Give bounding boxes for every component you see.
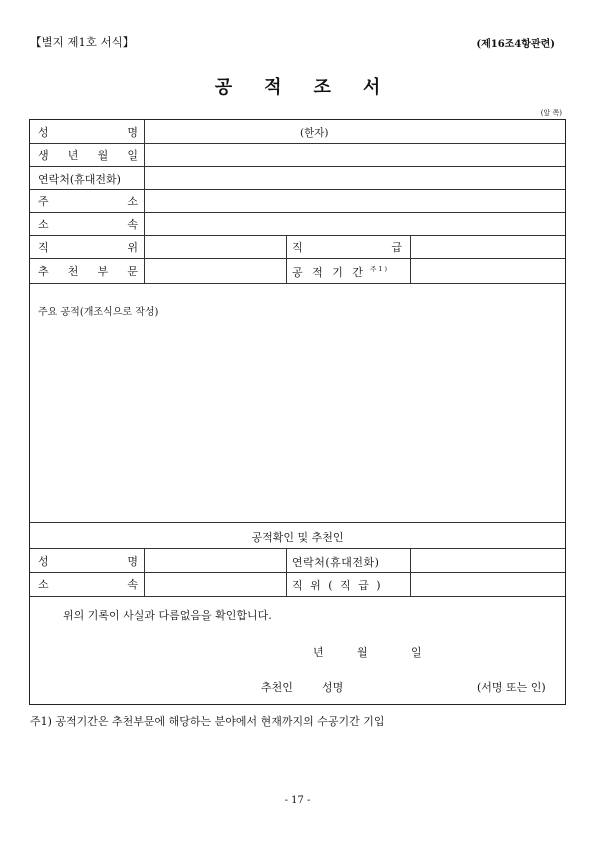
rec-phone-field[interactable] xyxy=(412,549,564,571)
rec-position-field[interactable] xyxy=(412,573,564,595)
phone-label: 연락처(휴대전화) xyxy=(38,173,121,186)
recommend-dept-field[interactable] xyxy=(146,259,285,282)
form-number-label: 【별지 제1호 서식】 xyxy=(30,35,135,49)
rec-name-field[interactable] xyxy=(146,549,285,571)
address-label: 주 소 xyxy=(38,195,138,208)
rec-affiliation-label: 소 속 xyxy=(38,578,138,591)
recommend-dept-label: 추 천 부 문 xyxy=(38,265,138,278)
recommender-name-label: 성명 xyxy=(322,681,344,694)
merit-period-field[interactable] xyxy=(412,259,564,282)
address-field[interactable] xyxy=(146,190,564,211)
date-month-label: 월 xyxy=(357,646,368,659)
birth-date-label: 생 년 월 일 xyxy=(38,149,138,162)
grade-field[interactable] xyxy=(412,236,564,257)
affiliation-label: 소 속 xyxy=(38,218,138,231)
footnote: 주1) 공적기간은 추천부문에 해당하는 분야에서 현재까지의 수공기간 기입 xyxy=(30,715,385,728)
merit-record-form xyxy=(29,119,566,705)
date-day-label: 일 xyxy=(411,646,422,659)
recommender-label: 추천인 xyxy=(261,681,293,694)
hanja-hint: (한자) xyxy=(300,127,329,139)
confirmation-statement: 위의 기록이 사실과 다름없음을 확인합니다. xyxy=(63,609,272,622)
law-reference: (제16조4항관련) xyxy=(476,39,555,50)
affiliation-field[interactable] xyxy=(146,213,564,234)
merit-period-label: 공 적 기 간 $^{주1)}$ xyxy=(292,265,390,279)
achievements-field[interactable] xyxy=(32,320,564,520)
signature-label: (서명 또는 인) xyxy=(477,681,546,694)
period-footnote-mark: 주1) xyxy=(370,265,390,273)
rec-name-label: 성 명 xyxy=(38,555,138,568)
date-year-label: 년 xyxy=(313,646,324,659)
rec-phone-label: 연락처(휴대전화) xyxy=(292,556,380,569)
page-number: - 17 - xyxy=(284,795,311,806)
recommender-section-title: 공적확인 및 추천인 xyxy=(251,531,344,544)
position-field[interactable] xyxy=(146,236,285,257)
rec-position-label: 직 위 ( 직 급 ) xyxy=(292,579,383,592)
signature-field[interactable] xyxy=(355,672,470,696)
document-title: 공 적 조 서 xyxy=(214,77,381,98)
birth-date-field[interactable] xyxy=(146,144,564,165)
name-label: 성 명 xyxy=(38,126,138,139)
page-side-label: (앞 쪽) xyxy=(540,109,562,117)
achievements-label: 주요 공적(개조식으로 작성) xyxy=(38,307,159,318)
phone-field[interactable] xyxy=(146,167,564,188)
position-label: 직 위 xyxy=(38,241,138,254)
name-field[interactable] xyxy=(146,121,564,142)
grade-label: 직 급 xyxy=(292,241,402,254)
rec-affiliation-field[interactable] xyxy=(146,573,285,595)
